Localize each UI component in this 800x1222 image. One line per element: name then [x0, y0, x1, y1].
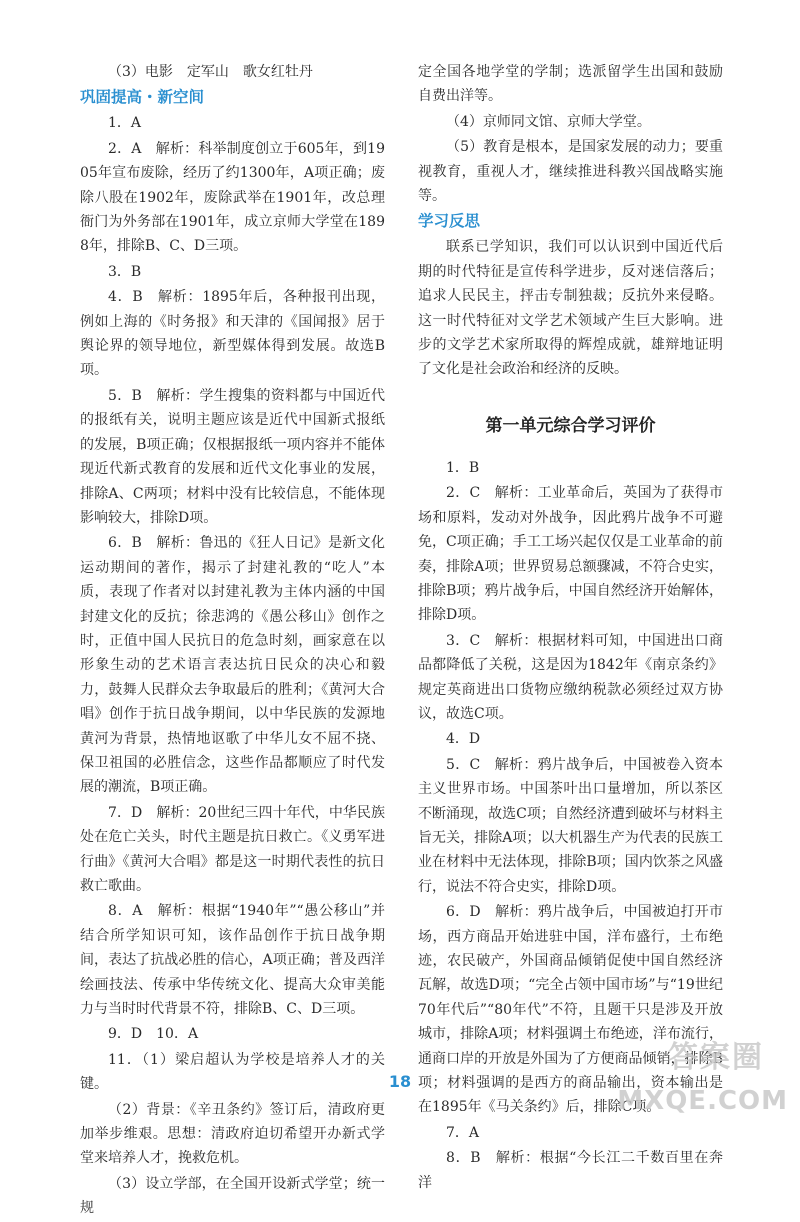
answer-paragraph: 1．A — [108, 115, 142, 132]
answer-paragraph: 8．A 解析：根据“1940年”“愚公移山”并结合所学知识可知，该作品创作于抗日战争期间，表达了抗战必胜的信心，A项正确；普及西洋绘画技法、传承中华传统文化、提高大众审美能力与当时时代背景不符，排除B、C、D三项。 — [80, 903, 385, 1018]
section-heading-consolidation: 巩固提高・新空间 — [80, 88, 205, 107]
answer-paragraph: 7．A — [446, 1124, 480, 1141]
answer-paragraph: 2．C 解析：工业革命后，英国为了获得市场和原料，发动对外战争，因此鸦片战争不可避免，C项正确；手工工场兴起仅仅是工业革命的前奏，排除A项；世界贸易总额骤减，不符合史实，排除B项；鸦片战争后，中国自然经济开始解体，排除D项。 — [418, 485, 723, 624]
answer-paragraph: （4）京师同文馆、京师大学堂。 — [446, 113, 651, 130]
answer-paragraph: 4．B 解析：1895年后，各种报刊出现，例如上海的《时务报》和天津的《国闻报》居于舆论界的领导地位，新型媒体得到发展。故选B项。 — [80, 289, 385, 379]
watermark-logo — [602, 1028, 792, 1118]
answer-paragraph: 5．B 解析：学生搜集的资料都与中国近代的报纸有关，说明主题应该是近代中国新式报纸的发展，B项正确；仅根据报纸一项内容并不能体现近代新式教育的发展和近代文化事业的发展，排除A、C两项；材料中没有比较信息，不能体现影响较大，排除D项。 — [80, 387, 385, 526]
left-column — [80, 60, 385, 1222]
answer-paragraph: 联系已学知识，我们可以认识到中国近代后期的时代特征是宣传科学进步，反对迷信落后；追求人民民主，抨击专制独裁；反抗外来侵略。这一时代特征对文学艺术领域产生巨大影响。进步的文学艺术家所取得的辉煌成就，雄辩地证明了文化是社会政治和经济的反映。 — [418, 239, 723, 378]
answer-paragraph: 5．C 解析：鸦片战争后，中国被卷入资本主义世界市场。中国茶叶出口量增加，所以茶区不断涌现，故选C项；自然经济遭到破坏与材料主旨无关，排除A项；以大机器生产为代表的民族工业在材料中无法体现，排除B项；国内饮茶之风盛行，说法不符合史实，排除D项。 — [418, 756, 723, 895]
watermark-logo-text: 答案圈 — [668, 1040, 764, 1075]
answer-paragraph: （3）电影 定军山 歌女红牡丹 — [108, 64, 313, 80]
answer-paragraph: （5）教育是根本，是国家发展的动力；要重视教育，重视人才，继续推进科教兴国战略实施等。 — [418, 139, 723, 205]
answer-paragraph: 3．C 解析：根据材料可知，中国进出口商品都降低了关税，这是因为1842年《南京条约》规定英商进出口货物应缴纳税款必须经过双方协议，故选C项。 — [418, 632, 723, 722]
answer-paragraph: 2．A 解析：科举制度创立于605年，到1905年宣布废除，经历了约1300年，A项正确；废除八股在1902年，废除武举在1901年，改总理衙门为外务部在1901年，成立京师大学堂在1898年，排除B、C、D三项。 — [80, 140, 385, 255]
answer-paragraph: 8．B 解析：根据“今长江二千数百里在奔洋 — [418, 1150, 723, 1191]
answer-paragraph: （2）背景：《辛丑条约》签订后，清政府更加举步维艰。思想：清政府迫切希望开办新式学堂来培养人才，挽救危机。 — [80, 1101, 385, 1167]
section-heading-reflection: 学习反思 — [418, 212, 481, 231]
unit-heading: 第一单元综合学习评价 — [485, 415, 656, 436]
right-column — [418, 60, 723, 1196]
answer-paragraph: 11．（1）梁启超认为学校是培养人才的关键。 — [80, 1051, 385, 1093]
answer-paragraph: 9．D 10．A — [108, 1026, 199, 1043]
page-number: 18 — [388, 1072, 412, 1091]
answer-paragraph: 4．D — [446, 731, 481, 748]
answer-paragraph: 7．D 解析：20世纪三四十年代，中华民族处在危亡关头，时代主题是抗日救亡。《义勇军进行曲》《黄河大合唱》都是这一时期代表性的抗日救亡歌曲。 — [80, 804, 385, 894]
answer-paragraph: 定全国各地学堂的学制；选派留学生出国和鼓励自费出洋等。 — [418, 64, 723, 105]
answer-paragraph: （3）设立学部，在全国开设新式学堂；统一规 — [80, 1175, 385, 1217]
watermark-url: MXQE.COM — [617, 1086, 788, 1116]
answer-paragraph: 1．B — [446, 459, 480, 476]
answer-paragraph: 3．B — [108, 263, 142, 280]
answer-paragraph: 6．B 解析：鲁迅的《狂人日记》是新文化运动期间的著作，揭示了封建礼教的“吃人”本质，表现了作者对以封建礼教为主体内涵的中国封建文化的反抗；徐悲鸿的《愚公移山》创作之时，正值中国人民抗日的危急时刻，画家意在以形象生动的艺术语言表达抗日民众的决心和毅力，鼓舞人民群众去争取最后的胜利；《黄河大合唱》创作于抗日战争期间，以中华民族的发源地黄河为背景，热情地讴歌了中华儿女不屈不挠、保卫祖国的必胜信念，这些作品都顺应了时代发展的潮流，B项正确。 — [80, 535, 385, 796]
answer-paragraph: 6．D 解析：鸦片战争后，中国被迫打开市场，西方商品开始进驻中国，洋布盛行，土布绝迹，农民破产，外国商品倾销促使中国自然经济瓦解，故选D项；“完全占领中国市场”与“19世纪70年代后”“80年代”不符，且题干只是涉及开放城市，排除A项；材料强调土布绝迹，洋布流行，通商口岸的开放是外国为了方便商品倾销，排除B项；材料强调的是西方的商品输出，资本输出是在1895年《马关条约》后，排除C项。 — [418, 904, 723, 1116]
